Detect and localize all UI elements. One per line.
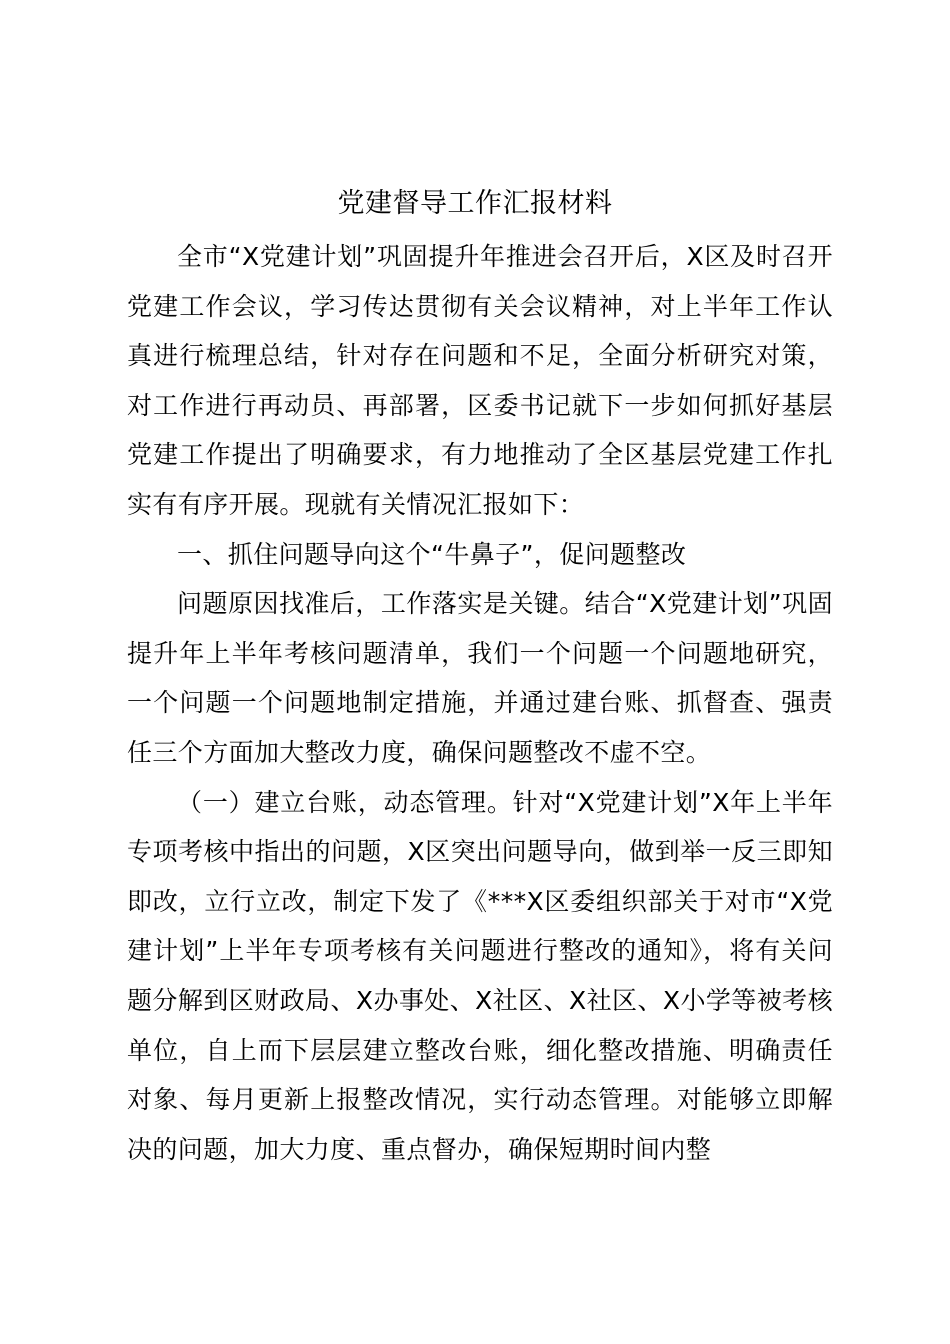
document-title: 党建督导工作汇报材料 [337,188,613,219]
section-heading-1: 一、抓住问题导向这个“牛鼻子”，促问题整改 [177,539,687,569]
section-1-paragraph: 问题原因找准后，工作落实是关键。结合“X党建计划”巩固提升年上半年考核问题清单，我们一个问题一个问题地研究，一个问题一个问题地制定措施，并通过建台账、抓督查、强责任三个方面加大整改力度，确保问题整改不虚不空。 [127,589,833,767]
subsection-1-paragraph: （一）建立台账，动态管理。针对“X党建计划”X年上半年专项考核中指出的问题，X区突出问题导向，做到举一反三即知即改，立行立改，制定下发了《***X区委组织部关于对市“X党建计划”上半年专项考核有关问题进行整改的通知》，将有关问题分解到区财政局、X办事处、X社区、X社区、X小学等被考核单位，自上而下层层建立整改台账，细化整改措施、明确责任对象、每月更新上报整改情况，实行动态管理。对能够立即解决的问题，加大力度、重点督办，确保短期时间内整 [127,787,833,1164]
intro-paragraph: 全市“X党建计划”巩固提升年推进会召开后，X区及时召开党建工作会议，学习传达贯彻有关会议精神，对上半年工作认真进行梳理总结，针对存在问题和不足，全面分析研究对策，对工作进行再动员、再部署，区委书记就下一步如何抓好基层党建工作提出了明确要求，有力地推动了全区基层党建工作扎实有有序开展。现就有关情况汇报如下： [127,242,833,519]
document-body [127,232,833,1174]
